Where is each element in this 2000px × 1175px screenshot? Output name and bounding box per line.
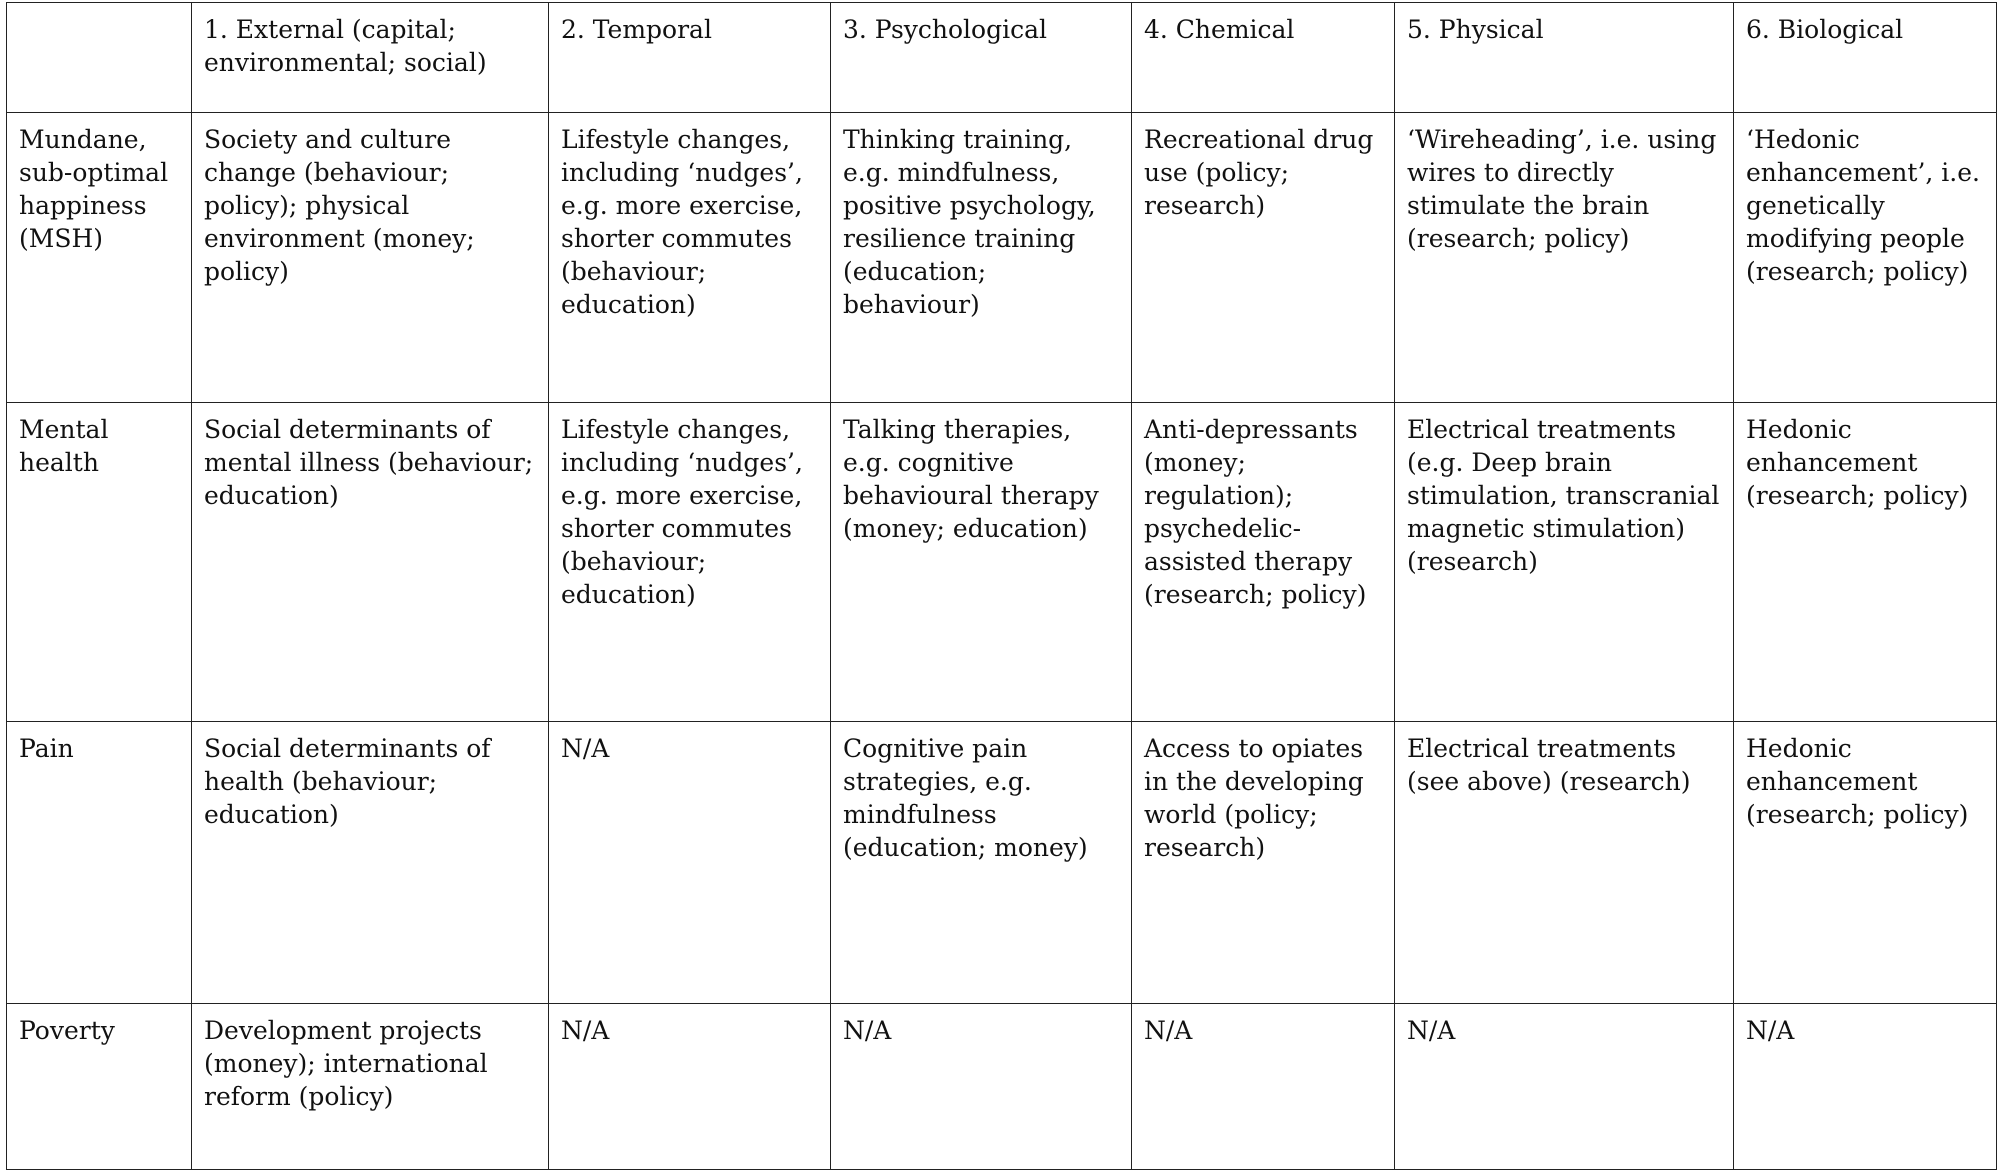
table-cell: N/A [831,1004,1132,1170]
table-cell: N/A [1395,1004,1734,1170]
column-header-psychological: 3. Psychological [831,3,1132,113]
column-header-temporal: 2. Temporal [549,3,831,113]
table-cell: Talking therapies, e.g. cognitive behavioural therapy (money; education) [831,403,1132,722]
table-row [7,113,1997,403]
table-cell: Recreational drug use (policy; research) [1132,113,1395,403]
table-cell: Thinking training, e.g. mindfulness, positive psychology, resilience training (education; behaviour) [831,113,1132,403]
interventions-table [6,2,1997,1170]
table-cell: Society and culture change (behaviour; policy); physical environment (money; policy) [192,113,549,403]
table-cell: Hedonic enhancement (research; policy) [1734,722,1997,1004]
table-cell: N/A [1132,1004,1395,1170]
table-cell: N/A [1734,1004,1997,1170]
table-row [7,1004,1997,1170]
table-header-row [7,3,1997,113]
table-cell: Lifestyle changes, including ‘nudges’, e.g. more exercise, shorter commutes (behaviour; education) [549,113,831,403]
table-cell: Access to opiates in the developing world (policy; research) [1132,722,1395,1004]
table-cell: Development projects (money); international reform (policy) [192,1004,549,1170]
table-cell: Social determinants of health (behaviour; education) [192,722,549,1004]
column-header-chemical: 4. Chemical [1132,3,1395,113]
table-row [7,722,1997,1004]
table-cell: Anti-depressants (money; regulation); psychedelic-assisted therapy (research; policy) [1132,403,1395,722]
column-header-biological: 6. Biological [1734,3,1997,113]
table-cell: Electrical treatments (see above) (research) [1395,722,1734,1004]
column-header-external: 1. External (capital; environmental; social) [192,3,549,113]
corner-cell [7,3,192,113]
table-cell: Electrical treatments (e.g. Deep brain stimulation, transcranial magnetic stimulation) (research) [1395,403,1734,722]
column-header-physical: 5. Physical [1395,3,1734,113]
table-cell: ‘Hedonic enhancement’, i.e. genetically modifying people (research; policy) [1734,113,1997,403]
table-cell: Social determinants of mental illness (behaviour; education) [192,403,549,722]
table-cell: Lifestyle changes, including ‘nudges’, e.g. more exercise, shorter commutes (behaviour; education) [549,403,831,722]
table-cell: Cognitive pain strategies, e.g. mindfulness (education; money) [831,722,1132,1004]
table-cell: N/A [549,1004,831,1170]
row-label-msh: Mundane, sub-optimal happiness (MSH) [7,113,192,403]
row-label-pain: Pain [7,722,192,1004]
table-row [7,403,1997,722]
table-cell: N/A [549,722,831,1004]
row-label-poverty: Poverty [7,1004,192,1170]
table-cell: Hedonic enhancement (research; policy) [1734,403,1997,722]
row-label-mental-health: Mental health [7,403,192,722]
table-cell: ‘Wireheading’, i.e. using wires to directly stimulate the brain (research; policy) [1395,113,1734,403]
